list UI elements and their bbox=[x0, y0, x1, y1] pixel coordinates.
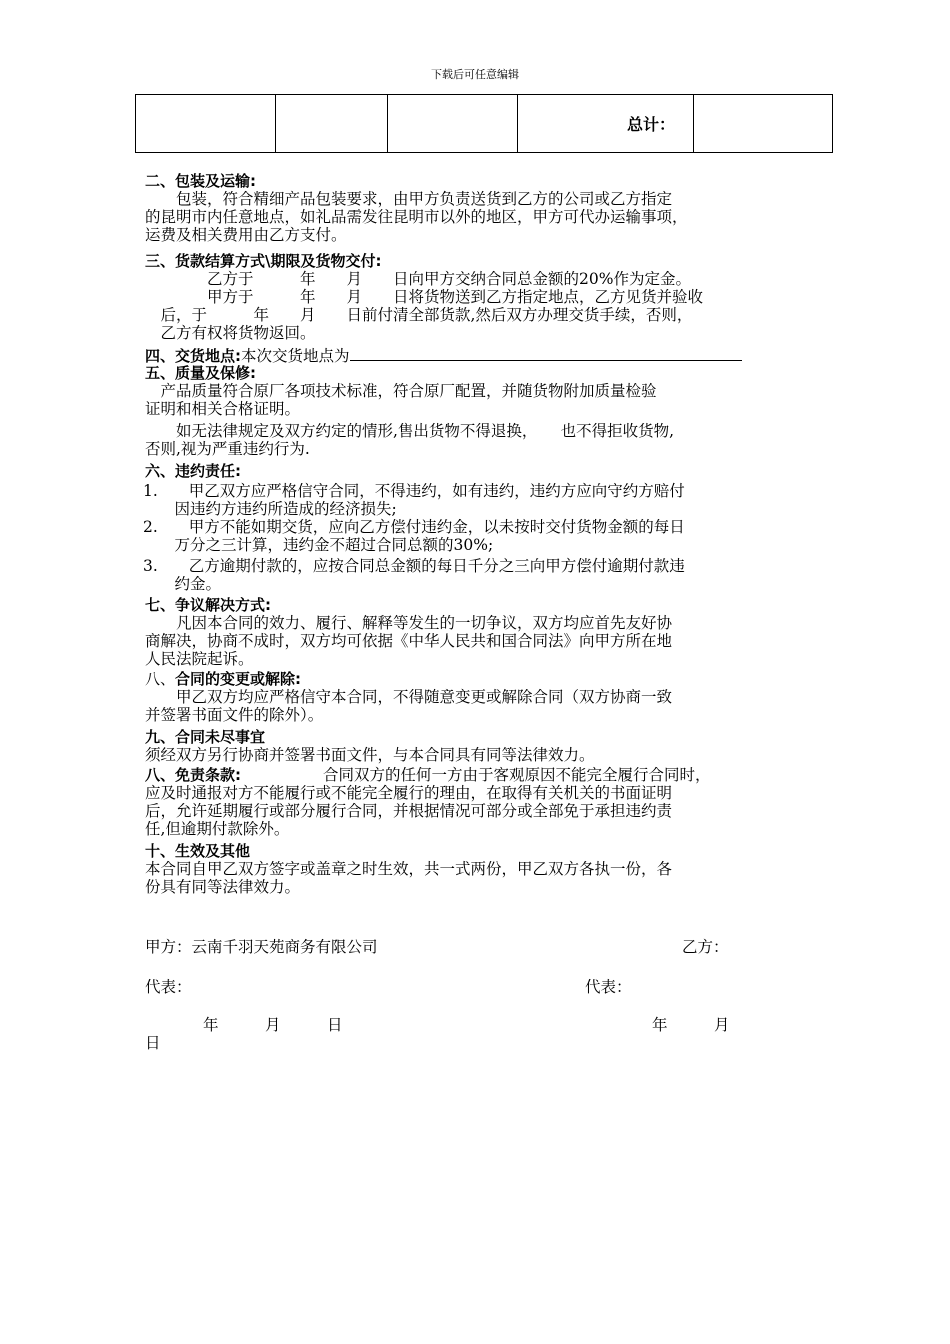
table-cell bbox=[136, 95, 276, 153]
exemption-first-line bbox=[145, 766, 711, 784]
party-a-representative: 代表： bbox=[145, 978, 192, 996]
list-item: 2. 甲方不能如期交货，应向乙方偿付违约金，以未按时交付货物金额的每日 bbox=[143, 518, 685, 536]
paragraph-line: 乙方于 年 月 日向甲方交纳合同总金额的20%作为定金。 bbox=[145, 270, 691, 288]
party-a-date: 年 月 日 bbox=[203, 1016, 343, 1034]
section-title: 九、合同未尽事宜 bbox=[145, 728, 266, 746]
paragraph-line: 人民法院起诉。 bbox=[145, 650, 254, 668]
paragraph-line: 包装，符合精细产品包装要求，由甲方负责送货到乙方的公司或乙方指定 bbox=[145, 190, 673, 208]
paragraph-line: 份具有同等法律效力。 bbox=[145, 878, 301, 896]
table-cell bbox=[388, 95, 518, 153]
section-title: 五、质量及保修: bbox=[145, 364, 256, 382]
party-b-representative: 代表： bbox=[585, 978, 632, 996]
section-title: 十、生效及其他 bbox=[145, 842, 251, 860]
page-header-note: 下载后可任意编辑 bbox=[431, 68, 519, 81]
paragraph-line: 后，允许延期履行或部分履行合同，并根据情况可部分或全部免于承担违约责 bbox=[145, 802, 673, 820]
paragraph-line: 运费及相关费用由乙方支付。 bbox=[145, 226, 347, 244]
paragraph-line: 产品质量符合原厂各项技术标准，符合原厂配置，并随货物附加质量检验 bbox=[145, 382, 657, 400]
table-row bbox=[136, 95, 833, 153]
paragraph-line: 甲方于 年 月 日将货物送到乙方指定地点，乙方见货并验收 bbox=[145, 288, 704, 306]
summary-table bbox=[135, 94, 833, 153]
section-title: 七、争议解决方式: bbox=[145, 596, 271, 614]
list-item: 约金。 bbox=[159, 575, 222, 593]
list-item: 万分之三计算，违约金不超过合同总额的30%; bbox=[159, 536, 494, 554]
total-label: 总计： bbox=[518, 95, 694, 153]
party-b-name: 乙方： bbox=[682, 938, 729, 956]
party-a-name: 甲方：云南千羽天苑商务有限公司 bbox=[145, 938, 378, 956]
paragraph-line: 合同双方的任何一方由于客观原因不能完全履行合同时， bbox=[323, 766, 711, 784]
paragraph-line: 商解决，协商不成时，双方均可依据《中华人民共和国合同法》向甲方所在地 bbox=[145, 632, 673, 650]
total-value-cell bbox=[694, 95, 833, 153]
paragraph-line: 本合同自甲乙双方签字或盖章之时生效，共一式两份，甲乙双方各执一份，各 bbox=[145, 860, 673, 878]
section-number: 八、 bbox=[145, 670, 176, 688]
paragraph-line: 证明和相关合格证明。 bbox=[145, 400, 301, 418]
section-title bbox=[145, 670, 301, 688]
section-title: 四、交货地点: bbox=[145, 347, 241, 365]
paragraph-line: 乙方有权将货物返回。 bbox=[145, 324, 316, 342]
paragraph-line: 否则,视为严重违约行为. bbox=[145, 440, 310, 458]
paragraph-line: 任,但逾期付款除外。 bbox=[145, 820, 290, 838]
paragraph-line: 须经双方另行协商并签署书面文件，与本合同具有同等法律效力。 bbox=[145, 746, 595, 764]
paragraph-line: 甲乙双方均应严格信守本合同，不得随意变更或解除合同（双方协商一致 bbox=[145, 688, 673, 706]
paragraph-line: 应及时通报对方不能履行或不能完全履行的理由，在取得有关机关的书面证明 bbox=[145, 784, 673, 802]
section-title: 三、货款结算方式\期限及货物交付: bbox=[145, 252, 382, 270]
section-title: 二、包装及运输: bbox=[145, 172, 256, 190]
paragraph-line: 凡因本合同的效力、履行、解释等发生的一切争议，双方均应首先友好协 bbox=[145, 614, 673, 632]
party-b-date-day: 日 bbox=[145, 1034, 161, 1052]
paragraph-line: 的昆明市内任意地点，如礼品需发往昆明市以外的地区，甲方可代办运输事项， bbox=[145, 208, 688, 226]
section-title: 六、违约责任: bbox=[145, 462, 241, 480]
paragraph-line: 后，于 年 月 日前付清全部货款,然后双方办理交货手续，否则， bbox=[145, 306, 693, 324]
delivery-location-label: 本次交货地点为 bbox=[241, 347, 350, 365]
paragraph-line: 并签署书面文件的除外）。 bbox=[145, 706, 324, 724]
list-item: 1. 甲乙双方应严格信守合同，不得违约，如有违约，违约方应向守约方赔付 bbox=[143, 482, 685, 500]
delivery-location-blank bbox=[350, 346, 742, 361]
list-item: 因违约方违约所造成的经济损失; bbox=[159, 500, 397, 518]
table-cell bbox=[276, 95, 388, 153]
paragraph-line: 如无法律规定及双方约定的情形,售出货物不得退换， 也不得拒收货物, bbox=[145, 422, 675, 440]
section-title: 八、免责条款: bbox=[145, 766, 241, 784]
list-item: 3. 乙方逾期付款的，应按合同总金额的每日千分之三向甲方偿付逾期付款违 bbox=[143, 557, 685, 575]
section-title-text: 合同的变更或解除: bbox=[175, 670, 302, 688]
party-b-date: 年 月 bbox=[652, 1016, 730, 1034]
delivery-location-line bbox=[145, 346, 742, 365]
